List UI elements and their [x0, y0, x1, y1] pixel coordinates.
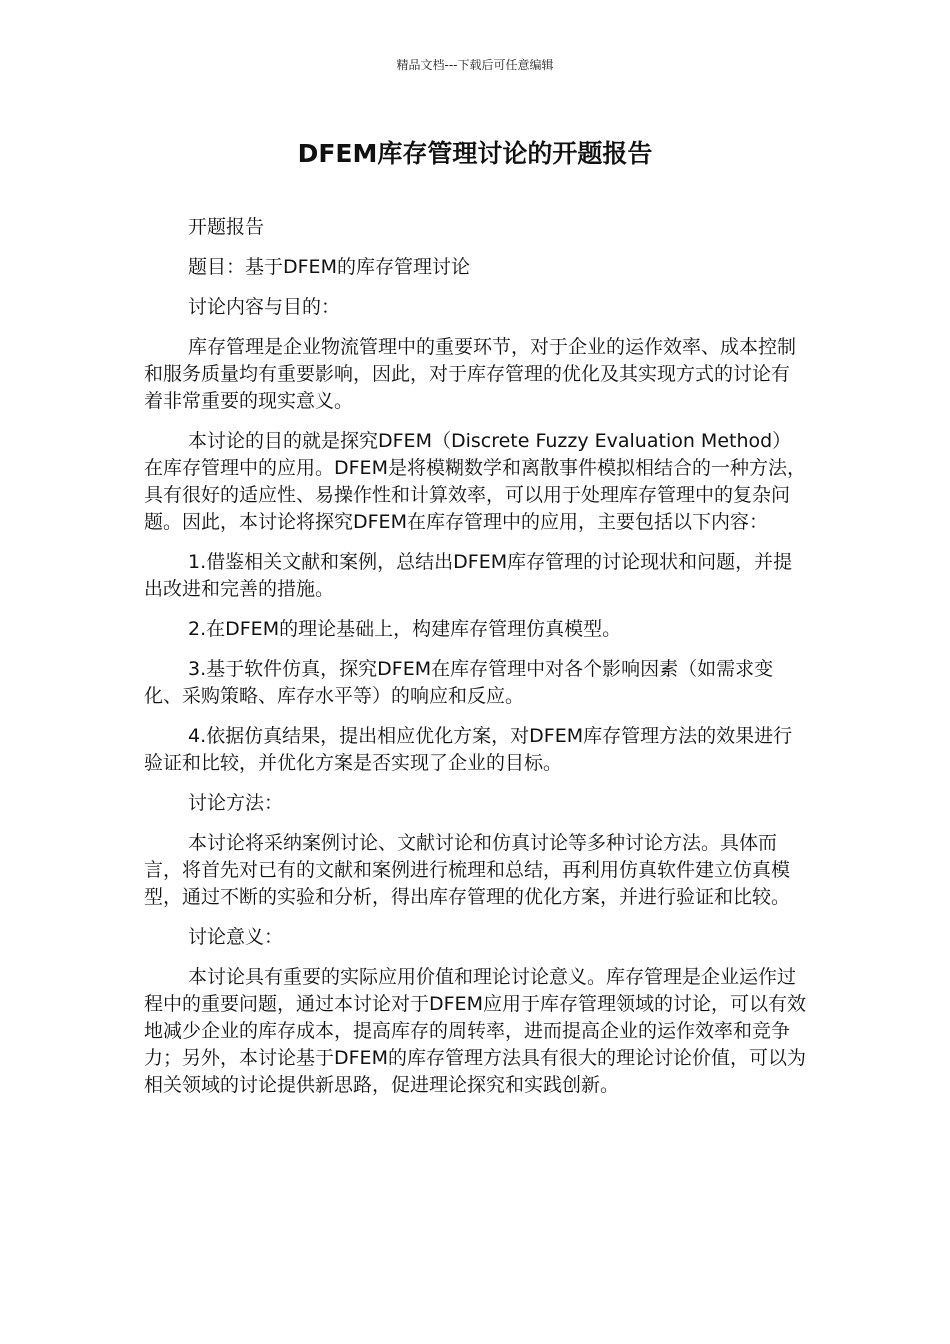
- paragraph-topic: 题目：基于DFEM的库存管理讨论: [188, 256, 470, 278]
- paragraph-item-4: 4.依据仿真结果，提出相应优化方案，对DFEM库存管理方法的效果进行验证和比较，并优化方案是否实现了企业的目标。: [144, 725, 793, 774]
- header-note: 精品文档---下载后可任意编辑: [396, 58, 554, 72]
- paragraph-significance: 本讨论具有重要的实际应用价值和理论讨论意义。库存管理是企业运作过程中的重要问题，通过本讨论对于DFEM应用于库存管理领域的讨论，可以有效地减少企业的库存成本，提高库存的周转率，进而提高企业的运作效率和竞争力；另外，本讨论基于DFEM的库存管理方法具有很大的理论讨论价值，可以为相关领域的讨论提供新思路，促进理论探究和实践创新。: [144, 966, 806, 1096]
- document-body: [144, 214, 806, 1112]
- paragraph-report-label: 开题报告: [188, 216, 265, 238]
- paragraph-item-3: 3.基于软件仿真，探究DFEM在库存管理中对各个影响因素（如需求变化、采购策略、库存水平等）的响应和反应。: [144, 658, 774, 707]
- paragraph-method-heading: 讨论方法：: [188, 792, 284, 814]
- document-title: DFEM库存管理讨论的开题报告: [297, 139, 653, 168]
- paragraph-content-heading: 讨论内容与目的：: [188, 296, 341, 318]
- paragraph-item-2: 2.在DFEM的理论基础上，构建库存管理仿真模型。: [188, 618, 622, 640]
- paragraph-item-1: 1.借鉴相关文献和案例，总结出DFEM库存管理的讨论现状和问题，并提出改进和完善的措施。: [144, 551, 793, 600]
- paragraph-significance-heading: 讨论意义：: [188, 926, 284, 948]
- paragraph-background: 库存管理是企业物流管理中的重要环节，对于企业的运作效率、成本控制和服务质量均有重要影响，因此，对于库存管理的优化及其实现方式的讨论有着非常重要的现实意义。: [144, 336, 797, 412]
- paragraph-purpose: 本讨论的目的就是探究DFEM（Discrete Fuzzy Evaluation Method）在库存管理中的应用。DFEM是将模糊数学和离散事件模拟相结合的一种方法，具有很好的适应性、易操作性和计算效率，可以用于处理库存管理中的复杂问题。因此，本讨论将探究DFEM在库存管理中的应用，主要包括以下内容：: [144, 430, 806, 533]
- paragraph-method: 本讨论将采纳案例讨论、文献讨论和仿真讨论等多种讨论方法。具体而言，将首先对已有的文献和案例进行梳理和总结，再利用仿真软件建立仿真模型，通过不断的实验和分析，得出库存管理的优化方案，并进行验证和比较。: [144, 832, 791, 908]
